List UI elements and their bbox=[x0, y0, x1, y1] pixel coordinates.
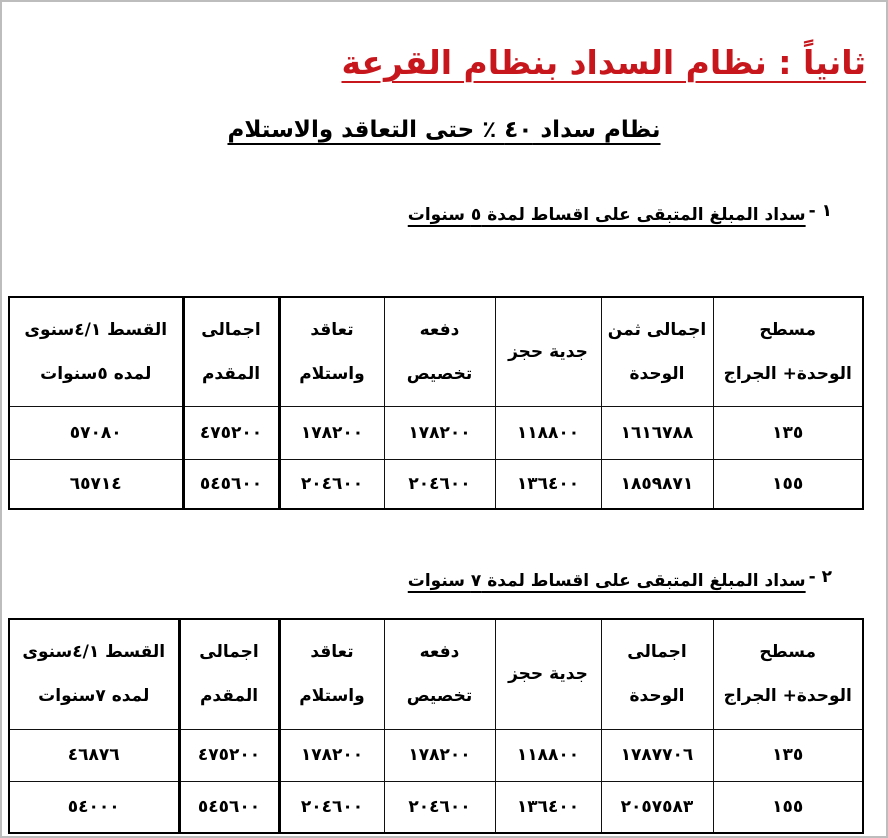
cell-total-down-payment: ٥٤٥٦٠٠ bbox=[183, 459, 279, 509]
cell-quarterly-installment: ٥٧٠٨٠ bbox=[9, 406, 183, 459]
section-number: ٢ - bbox=[808, 567, 832, 587]
subtitle-text: نظام سداد ٤٠ ٪ حتى التعاقد والاستلام bbox=[227, 117, 661, 143]
cell-unit-area: ١٥٥ bbox=[713, 781, 863, 833]
header-line: تخصيص bbox=[406, 686, 473, 707]
header-line: واستلام bbox=[299, 686, 365, 707]
header-line: دفعه bbox=[419, 642, 460, 663]
table-header-row bbox=[9, 619, 863, 729]
header-line: الوحدة bbox=[629, 363, 685, 384]
table-row bbox=[9, 459, 863, 509]
header-total-price bbox=[601, 619, 713, 729]
header-quarterly-installment bbox=[9, 619, 179, 729]
header-line: لمده ٧سنوات bbox=[38, 686, 150, 707]
cell-contract-delivery: ١٧٨٢٠٠ bbox=[279, 729, 384, 781]
page-subtitle bbox=[2, 114, 886, 146]
header-total-down-payment bbox=[183, 297, 279, 406]
cell-allocation-payment: ٢٠٤٦٠٠ bbox=[384, 459, 495, 509]
cell-total-down-payment: ٥٤٥٦٠٠ bbox=[179, 781, 279, 833]
header-line: تعاقد bbox=[310, 319, 354, 340]
payment-table-7-years bbox=[8, 618, 864, 834]
header-line: جدية حجز bbox=[508, 341, 588, 362]
header-allocation-payment bbox=[384, 619, 495, 729]
section-number: ١ - bbox=[808, 201, 832, 221]
table-header-row bbox=[9, 297, 863, 406]
table-row bbox=[9, 781, 863, 833]
section-heading-text: سداد المبلغ المتبقى على اقساط لمدة ٧ سنوات bbox=[407, 571, 806, 591]
cell-contract-delivery: ١٧٨٢٠٠ bbox=[279, 406, 384, 459]
table-row bbox=[9, 729, 863, 781]
cell-allocation-payment: ٢٠٤٦٠٠ bbox=[384, 781, 495, 833]
cell-allocation-payment: ١٧٨٢٠٠ bbox=[384, 729, 495, 781]
cell-quarterly-installment: ٤٦٨٧٦ bbox=[9, 729, 179, 781]
cell-booking-deposit: ١١٨٨٠٠ bbox=[495, 406, 601, 459]
cell-total-price: ١٨٥٩٨٧١ bbox=[601, 459, 713, 509]
header-line: المقدم bbox=[201, 363, 261, 384]
cell-unit-area: ١٥٥ bbox=[713, 459, 863, 509]
header-line: واستلام bbox=[299, 363, 365, 384]
cell-unit-area: ١٣٥ bbox=[713, 406, 863, 459]
header-line: جدية حجز bbox=[508, 664, 588, 685]
header-line: اجمالى bbox=[201, 319, 261, 340]
header-unit-area bbox=[713, 619, 863, 729]
section-heading-5-years bbox=[408, 198, 832, 228]
cell-contract-delivery: ٢٠٤٦٠٠ bbox=[279, 459, 384, 509]
header-unit-area bbox=[713, 297, 863, 406]
header-line: دفعه bbox=[419, 319, 460, 340]
header-total-price bbox=[601, 297, 713, 406]
header-line: القسط ٤/١سنوى bbox=[22, 642, 166, 663]
page-title: ثانياً : نظام السداد بنظام القرعة bbox=[341, 43, 866, 82]
cell-total-price: ٢٠٥٧٥٨٣ bbox=[601, 781, 713, 833]
cell-unit-area: ١٣٥ bbox=[713, 729, 863, 781]
cell-total-price: ١٧٨٧٧٠٦ bbox=[601, 729, 713, 781]
header-line: مسطح bbox=[759, 319, 817, 340]
cell-booking-deposit: ١٣٦٤٠٠ bbox=[495, 781, 601, 833]
payment-table-5-years bbox=[8, 296, 864, 510]
cell-booking-deposit: ١٣٦٤٠٠ bbox=[495, 459, 601, 509]
header-allocation-payment bbox=[384, 297, 495, 406]
header-line: اجمالى bbox=[627, 642, 687, 663]
cell-quarterly-installment: ٥٤٠٠٠ bbox=[9, 781, 179, 833]
header-booking-deposit bbox=[495, 297, 601, 406]
header-line: الوحدة+ الجراج bbox=[723, 686, 852, 707]
header-line: اجمالى bbox=[199, 642, 259, 663]
header-booking-deposit bbox=[495, 619, 601, 729]
header-line: القسط ٤/١سنوى bbox=[24, 319, 168, 340]
header-contract-delivery bbox=[279, 619, 384, 729]
section-heading-7-years bbox=[408, 564, 832, 594]
header-line: لمده ٥سنوات bbox=[40, 363, 152, 384]
cell-contract-delivery: ٢٠٤٦٠٠ bbox=[279, 781, 384, 833]
header-line: مسطح bbox=[759, 642, 817, 663]
cell-booking-deposit: ١١٨٨٠٠ bbox=[495, 729, 601, 781]
section-heading-text: سداد المبلغ المتبقى على اقساط لمدة ٥ سنوات bbox=[407, 205, 806, 225]
header-total-down-payment bbox=[179, 619, 279, 729]
header-line: الوحدة+ الجراج bbox=[723, 363, 852, 384]
cell-total-down-payment: ٤٧٥٢٠٠ bbox=[179, 729, 279, 781]
cell-allocation-payment: ١٧٨٢٠٠ bbox=[384, 406, 495, 459]
cell-total-price: ١٦١٦٧٨٨ bbox=[601, 406, 713, 459]
header-quarterly-installment bbox=[9, 297, 183, 406]
header-line: المقدم bbox=[199, 686, 259, 707]
header-line: الوحدة bbox=[629, 686, 685, 707]
cell-quarterly-installment: ٦٥٧١٤ bbox=[9, 459, 183, 509]
cell-total-down-payment: ٤٧٥٢٠٠ bbox=[183, 406, 279, 459]
table-row bbox=[9, 406, 863, 459]
header-contract-delivery bbox=[279, 297, 384, 406]
header-line: تخصيص bbox=[406, 363, 473, 384]
header-line: اجمالى ثمن bbox=[607, 319, 707, 340]
header-line: تعاقد bbox=[310, 642, 354, 663]
